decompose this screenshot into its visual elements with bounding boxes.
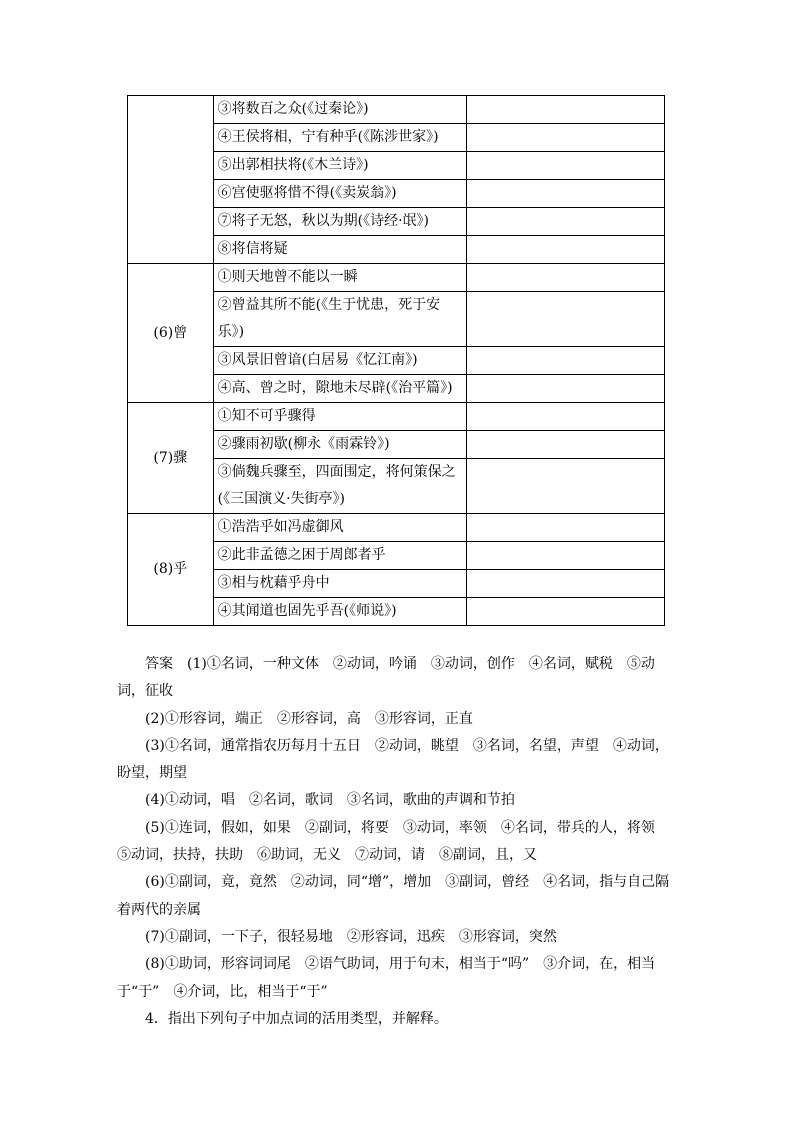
table-row bbox=[128, 403, 665, 431]
answer-item: (4)①动词，唱 ②名词，歌词 ③名词，歌曲的声调和节拍 bbox=[145, 792, 515, 809]
example-sentence: ⑤出郭相扶将(《木兰诗》) bbox=[213, 152, 466, 180]
table-row bbox=[128, 264, 665, 292]
example-sentence: ①浩浩乎如冯虚御风 bbox=[213, 514, 466, 542]
answer-blank-cell[interactable] bbox=[466, 292, 665, 347]
word-heading: (8)乎 bbox=[128, 514, 214, 626]
example-sentence: ⑦将子无怒，秋以为期(《诗经·氓》) bbox=[213, 208, 466, 236]
answer-blank-cell[interactable] bbox=[466, 208, 665, 236]
example-sentence: ④高、曾之时，隙地未尽辟(《治平篇》) bbox=[213, 375, 466, 403]
example-sentence: ②骤雨初歇(柳永《雨霖铃》) bbox=[213, 431, 466, 459]
example-sentence: ③将数百之众(《过秦论》) bbox=[213, 96, 466, 124]
example-sentence: ①知不可乎骤得 bbox=[213, 403, 466, 431]
answer-blank-cell[interactable] bbox=[466, 347, 665, 375]
example-sentence: ①则天地曾不能以一瞬 bbox=[213, 264, 466, 292]
question-4: 4．指出下列句子中加点词的活用类型，并解释。 bbox=[145, 1010, 448, 1027]
answer-item: (3)①名词，通常指农历每月十五日 ②动词，眺望 ③名词，名望，声望 ④动词，盼望，期望 bbox=[117, 737, 669, 782]
vocab-table bbox=[127, 95, 665, 626]
example-sentence: ④王侯将相，宁有种乎(《陈涉世家》) bbox=[213, 124, 466, 152]
example-sentence: ⑧将信将疑 bbox=[213, 236, 466, 264]
answer-item: (5)①连词，假如，如果 ②副词，将要 ③动词，率领 ④名词，带兵的人，将领 ⑤动词，扶持，扶助 ⑥助词，无义 ⑦动词，请 ⑧副词，且，又 bbox=[117, 819, 669, 864]
answer-item: (7)①副词，一下子，很轻易地 ②形容词，迅疾 ③形容词，突然 bbox=[145, 928, 557, 945]
answer-blank-cell[interactable] bbox=[466, 459, 665, 514]
example-sentence: ②曾益其所不能(《生于忧患，死于安乐》) bbox=[213, 292, 466, 347]
answer-line-1 bbox=[117, 651, 680, 706]
answer-blank-cell[interactable] bbox=[466, 542, 665, 570]
example-sentence: ③倘魏兵骤至，四面围定，将何策保之(《三国演义·失街亭》) bbox=[213, 459, 466, 514]
answer-blank-cell[interactable] bbox=[466, 236, 665, 264]
table-row bbox=[128, 96, 665, 124]
answer-item: (1)①名词，一种文体 ②动词，吟诵 ③动词，创作 ④名词，赋税 ⑤动词，征收 bbox=[117, 656, 655, 700]
answer-blank-cell[interactable] bbox=[466, 375, 665, 403]
answer-item: (6)①副词，竟，竟然 ②动词，同“增”，增加 ③副词，曾经 ④名词，指与自己隔着两代的亲属 bbox=[117, 874, 670, 918]
example-sentence: ③相与枕藉乎舟中 bbox=[213, 570, 466, 598]
answer-item: (8)①助词，形容词词尾 ②语气助词，用于句末，相当于“吗” ③介词，在，相当于“于” ④介词，比，相当于“于” bbox=[117, 956, 656, 1000]
example-sentence: ②此非孟德之困于周郎者乎 bbox=[213, 542, 466, 570]
word-heading bbox=[128, 96, 214, 264]
answer-blank-cell[interactable] bbox=[466, 264, 665, 292]
answer-label: 答案 bbox=[145, 656, 173, 672]
word-heading: (7)骤 bbox=[128, 403, 214, 514]
example-sentence: ⑥宫使驱将惜不得(《卖炭翁》) bbox=[213, 180, 466, 208]
answer-blank-cell[interactable] bbox=[466, 570, 665, 598]
answer-blank-cell[interactable] bbox=[466, 431, 665, 459]
answer-item: (2)①形容词，端正 ②形容词，高 ③形容词，正直 bbox=[145, 710, 473, 727]
example-sentence: ④其闻道也固先乎吾(《师说》) bbox=[213, 598, 466, 626]
example-sentence: ③风景旧曾谙(白居易《忆江南》) bbox=[213, 347, 466, 375]
answer-blank-cell[interactable] bbox=[466, 403, 665, 431]
table-row bbox=[128, 514, 665, 542]
answer-blank-cell[interactable] bbox=[466, 152, 665, 180]
answer-blank-cell[interactable] bbox=[466, 124, 665, 152]
answer-blank-cell[interactable] bbox=[466, 598, 665, 626]
answer-blank-cell[interactable] bbox=[466, 180, 665, 208]
answer-blank-cell[interactable] bbox=[466, 96, 665, 124]
answer-section bbox=[117, 651, 680, 1033]
answer-blank-cell[interactable] bbox=[466, 514, 665, 542]
word-heading: (6)曾 bbox=[128, 264, 214, 403]
